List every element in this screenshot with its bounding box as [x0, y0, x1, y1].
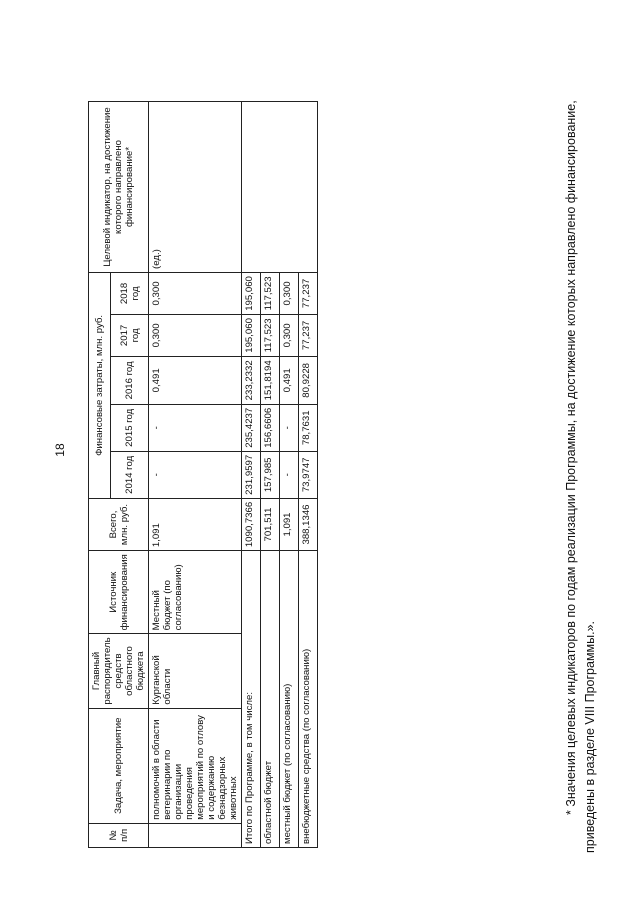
- summary-value: 73,9747: [299, 451, 318, 498]
- summary-label: местный бюджет (по согласованию): [280, 551, 299, 848]
- header-year: 2014 год: [111, 451, 149, 498]
- summary-total: 1,091: [280, 498, 299, 550]
- row-value: 0,491: [149, 356, 242, 404]
- header-year: 2017 год: [111, 314, 149, 356]
- header-task: Задача, мероприятие: [89, 708, 149, 823]
- footnote-line-1: * Значения целевых индикаторов по годам реализации Программы, на достижение которых направлено финансирование,: [564, 100, 578, 815]
- summary-value: 231,9597: [242, 451, 261, 498]
- summary-value: 0,300: [280, 272, 299, 314]
- header-year: 2016 год: [111, 356, 149, 404]
- summary-label: областной бюджет: [261, 551, 280, 848]
- page-number: 18: [53, 443, 67, 457]
- summary-label: Итого по Программе, в том числе:: [242, 551, 261, 848]
- summary-value: 77,237: [299, 314, 318, 356]
- summary-value: 156,6606: [261, 404, 280, 451]
- row-value: 0,300: [149, 272, 242, 314]
- summary-total: 701,511: [261, 498, 280, 550]
- row-value: 0,300: [149, 314, 242, 356]
- summary-value: 0,300: [280, 314, 299, 356]
- summary-total: 388,1346: [299, 498, 318, 550]
- table-row: [149, 102, 242, 848]
- summary-value: 78,7631: [299, 404, 318, 451]
- header-num: № п/п: [89, 823, 149, 847]
- footnote: [562, 63, 601, 853]
- summary-indicator-empty: [242, 102, 318, 273]
- summary-row: [242, 102, 261, 848]
- financing-table: [88, 101, 318, 848]
- summary-value: 157,985: [261, 451, 280, 498]
- summary-label: внебюджетные средства (по согласованию): [299, 551, 318, 848]
- row-indicator: (ед.): [149, 102, 242, 273]
- summary-value: 80,9228: [299, 356, 318, 404]
- summary-value: 117,523: [261, 272, 280, 314]
- summary-value: 195,060: [242, 314, 261, 356]
- row-value: -: [149, 404, 242, 451]
- summary-total: 1090,7366: [242, 498, 261, 550]
- header-costs: Финансовые затраты, млн. руб.: [89, 272, 111, 498]
- table-header-row: [89, 102, 111, 848]
- header-source: Источник финансирования: [89, 551, 149, 634]
- row-source: Местный бюджет (по согласованию): [149, 551, 242, 634]
- summary-value: 151,8194: [261, 356, 280, 404]
- summary-value: 117,523: [261, 314, 280, 356]
- header-total: Всего, млн. руб.: [89, 498, 149, 550]
- summary-value: 77,237: [299, 272, 318, 314]
- header-manager: Главный распорядитель средств областного бюджета: [89, 634, 149, 708]
- header-year: 2018 год: [111, 272, 149, 314]
- header-indicator: Целевой индикатор, на достижение которого направлено финансирование*: [89, 102, 149, 273]
- summary-value: 233,2332: [242, 356, 261, 404]
- summary-value: -: [280, 451, 299, 498]
- header-year: 2015 год: [111, 404, 149, 451]
- summary-value: 235,4237: [242, 404, 261, 451]
- row-num: [149, 823, 242, 847]
- summary-value: 0,491: [280, 356, 299, 404]
- footnote-line-2: приведены в разделе VIII Программы.».: [583, 620, 598, 853]
- summary-value: -: [280, 404, 299, 451]
- row-total: 1,091: [149, 498, 242, 550]
- summary-value: 195,060: [242, 272, 261, 314]
- row-value: -: [149, 451, 242, 498]
- row-manager: Курганской области: [149, 634, 242, 708]
- row-task: полномочий в области ветеринарии по организации проведения мероприятий по отлову и содержанию безнадзорных животных: [149, 708, 242, 823]
